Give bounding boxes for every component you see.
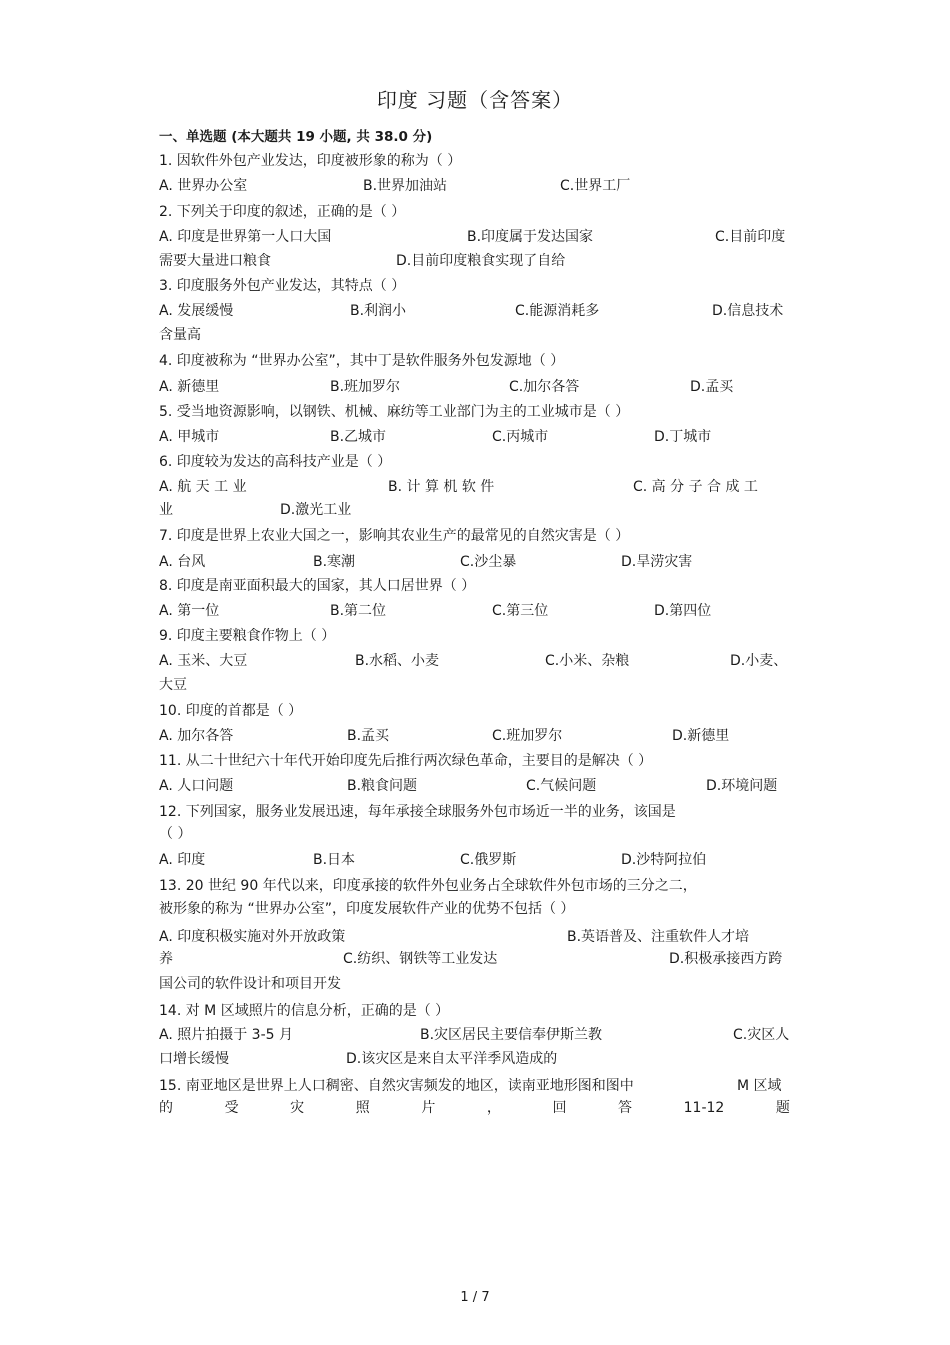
q4-option-d: D.孟买 (690, 379, 734, 395)
q2-option-b: B.印度属于发达国家 (467, 229, 594, 245)
q4-option-b: B.班加罗尔 (330, 379, 401, 395)
q9-option-d-cont: 大豆 (159, 677, 187, 693)
q6-option-d: D.激光工业 (280, 502, 352, 518)
q5-option-a: A. 甲城市 (159, 429, 220, 445)
q11-option-b: B.粮食问题 (347, 778, 418, 794)
q6-option-a: A. 航 天 工 业 (159, 479, 247, 495)
q11-option-d: D.环境问题 (706, 778, 778, 794)
question-12-stem: 12. 下列国家，服务业发展迅速，每年承接全球服务外包市场近一半的业务，该国是 (159, 804, 676, 820)
q14-option-d: D.该灾区是来自太平洋季风造成的 (346, 1051, 558, 1067)
q10-option-c: C.班加罗尔 (492, 728, 563, 744)
q2-option-d: D.目前印度粮食实现了自给 (396, 253, 566, 269)
q15-word: 的 (159, 1100, 173, 1116)
question-6-stem: 6. 印度较为发达的高科技产业是（ ） (159, 454, 392, 470)
question-15-stem: 15. 南亚地区是世界上人口稠密、自然灾害频发的地区，读南亚地形图和图中 (159, 1078, 634, 1094)
q7-option-b: B.寒潮 (313, 554, 356, 570)
q15-word: 照 (355, 1100, 370, 1116)
q8-option-a: A. 第一位 (159, 603, 220, 619)
q13-option-d-cont: 国公司的软件设计和项目开发 (159, 976, 341, 992)
q4-option-c: C.加尔各答 (509, 379, 580, 395)
q3-option-c: C.能源消耗多 (515, 303, 600, 319)
q12-option-b: B.日本 (313, 852, 356, 868)
page-title: 印度 习题（含答案） (376, 88, 574, 112)
q15-word: 灾 (290, 1100, 305, 1116)
q8-option-b: B.第二位 (330, 603, 387, 619)
question-15-stem-tail: M 区域 (737, 1078, 782, 1094)
q9-option-a: A. 玉米、大豆 (159, 653, 248, 669)
q10-option-b: B.孟买 (347, 728, 390, 744)
q14-option-a: A. 照片拍摄于 3-5 月 (159, 1027, 293, 1043)
q14-option-c: C.灾区人 (733, 1027, 790, 1043)
q7-option-c: C.沙尘暴 (460, 554, 517, 570)
q12-option-a: A. 印度 (159, 852, 206, 868)
q5-option-c: C.丙城市 (492, 429, 549, 445)
question-7-stem: 7. 印度是世界上农业大国之一，影响其农业生产的最常见的自然灾害是（ ） (159, 528, 630, 544)
q10-option-a: A. 加尔各答 (159, 728, 234, 744)
q11-option-c: C.气候问题 (526, 778, 597, 794)
q13-option-d: D.积极承接西方跨 (669, 951, 783, 967)
q14-option-c-cont: 口增长缓慢 (159, 1051, 229, 1067)
question-4-stem: 4. 印度被称为 “世界办公室”，其中丁是软件服务外包发源地（ ） (159, 353, 565, 369)
q3-option-a: A. 发展缓慢 (159, 303, 234, 319)
q15-word: 题 (775, 1100, 790, 1116)
q15-word: 片 (421, 1100, 436, 1116)
q8-option-c: C.第三位 (492, 603, 549, 619)
q8-option-d: D.第四位 (654, 603, 712, 619)
question-1-stem: 1. 因软件外包产业发达，印度被形象的称为（ ） (159, 153, 462, 169)
q9-option-c: C.小米、杂粮 (545, 653, 630, 669)
question-12-stem-cont: （ ） (159, 826, 192, 842)
q3-option-d: D.信息技术 (712, 303, 784, 319)
q7-option-d: D.旱涝灾害 (621, 554, 693, 570)
q10-option-d: D.新德里 (672, 728, 730, 744)
q2-option-c-cont: 需要大量进口粮食 (159, 253, 271, 269)
q13-option-b-cont: 养 (159, 951, 173, 967)
q4-option-a: A. 新德里 (159, 379, 220, 395)
q11-option-a: A. 人口问题 (159, 778, 234, 794)
q15-word: 答 (618, 1100, 633, 1116)
q12-option-d: D.沙特阿拉伯 (621, 852, 707, 868)
q6-option-b: B. 计 算 机 软 件 (388, 479, 495, 495)
q14-option-b: B.灾区居民主要信奉伊斯兰教 (420, 1027, 603, 1043)
q6-option-c: C. 高 分 子 合 成 工 (633, 479, 758, 495)
question-15-stem-cont (159, 1099, 790, 1117)
q6-option-c-cont: 业 (159, 502, 173, 518)
question-8-stem: 8. 印度是南亚面积最大的国家，其人口居世界（ ） (159, 578, 476, 594)
q15-word: ， (486, 1100, 501, 1116)
q7-option-a: A. 台风 (159, 554, 206, 570)
q1-option-c: C.世界工厂 (560, 178, 631, 194)
question-10-stem: 10. 印度的首都是（ ） (159, 703, 303, 719)
question-11-stem: 11. 从二十世纪六十年代开始印度先后推行两次绿色革命，主要目的是解决（ ） (159, 753, 653, 769)
question-3-stem: 3. 印度服务外包产业发达，其特点（ ） (159, 278, 406, 294)
q9-option-b: B.水稻、小麦 (355, 653, 440, 669)
q5-option-b: B.乙城市 (330, 429, 387, 445)
q12-option-c: C.俄罗斯 (460, 852, 517, 868)
q15-word: 11-12 (683, 1100, 725, 1116)
question-14-stem: 14. 对 M 区域照片的信息分析，正确的是（ ） (159, 1003, 450, 1019)
q5-option-d: D.丁城市 (654, 429, 712, 445)
question-9-stem: 9. 印度主要粮食作物上（ ） (159, 628, 336, 644)
q3-option-d-cont: 含量高 (159, 327, 201, 343)
q1-option-a: A. 世界办公室 (159, 178, 248, 194)
q15-word: 回 (552, 1100, 567, 1116)
q2-option-c: C.目前印度 (715, 229, 786, 245)
page-number: 1 / 7 (460, 1290, 490, 1305)
q1-option-b: B.世界加油站 (363, 178, 448, 194)
q15-word: 受 (224, 1100, 239, 1116)
question-13-stem: 13. 20 世纪 90 年代以来，印度承接的软件外包业务占全球软件外包市场的三分之二， (159, 878, 697, 894)
question-5-stem: 5. 受当地资源影响，以钢铁、机械、麻纺等工业部门为主的工业城市是（ ） (159, 404, 630, 420)
section-heading: 一、单选题 (本大题共 19 小题, 共 38.0 分) (159, 129, 433, 145)
q13-option-b: B.英语普及、注重软件人才培 (567, 929, 750, 945)
q13-option-a: A. 印度积极实施对外开放政策 (159, 929, 346, 945)
q9-option-d: D.小麦、 (730, 653, 788, 669)
q3-option-b: B.利润小 (350, 303, 407, 319)
question-2-stem: 2. 下列关于印度的叙述，正确的是（ ） (159, 204, 406, 220)
q13-option-c: C.纺织、钢铁等工业发达 (343, 951, 498, 967)
question-13-stem-cont: 被形象的称为 “世界办公室”，印度发展软件产业的优势不包括（ ） (159, 901, 575, 917)
q2-option-a: A. 印度是世界第一人口大国 (159, 229, 332, 245)
